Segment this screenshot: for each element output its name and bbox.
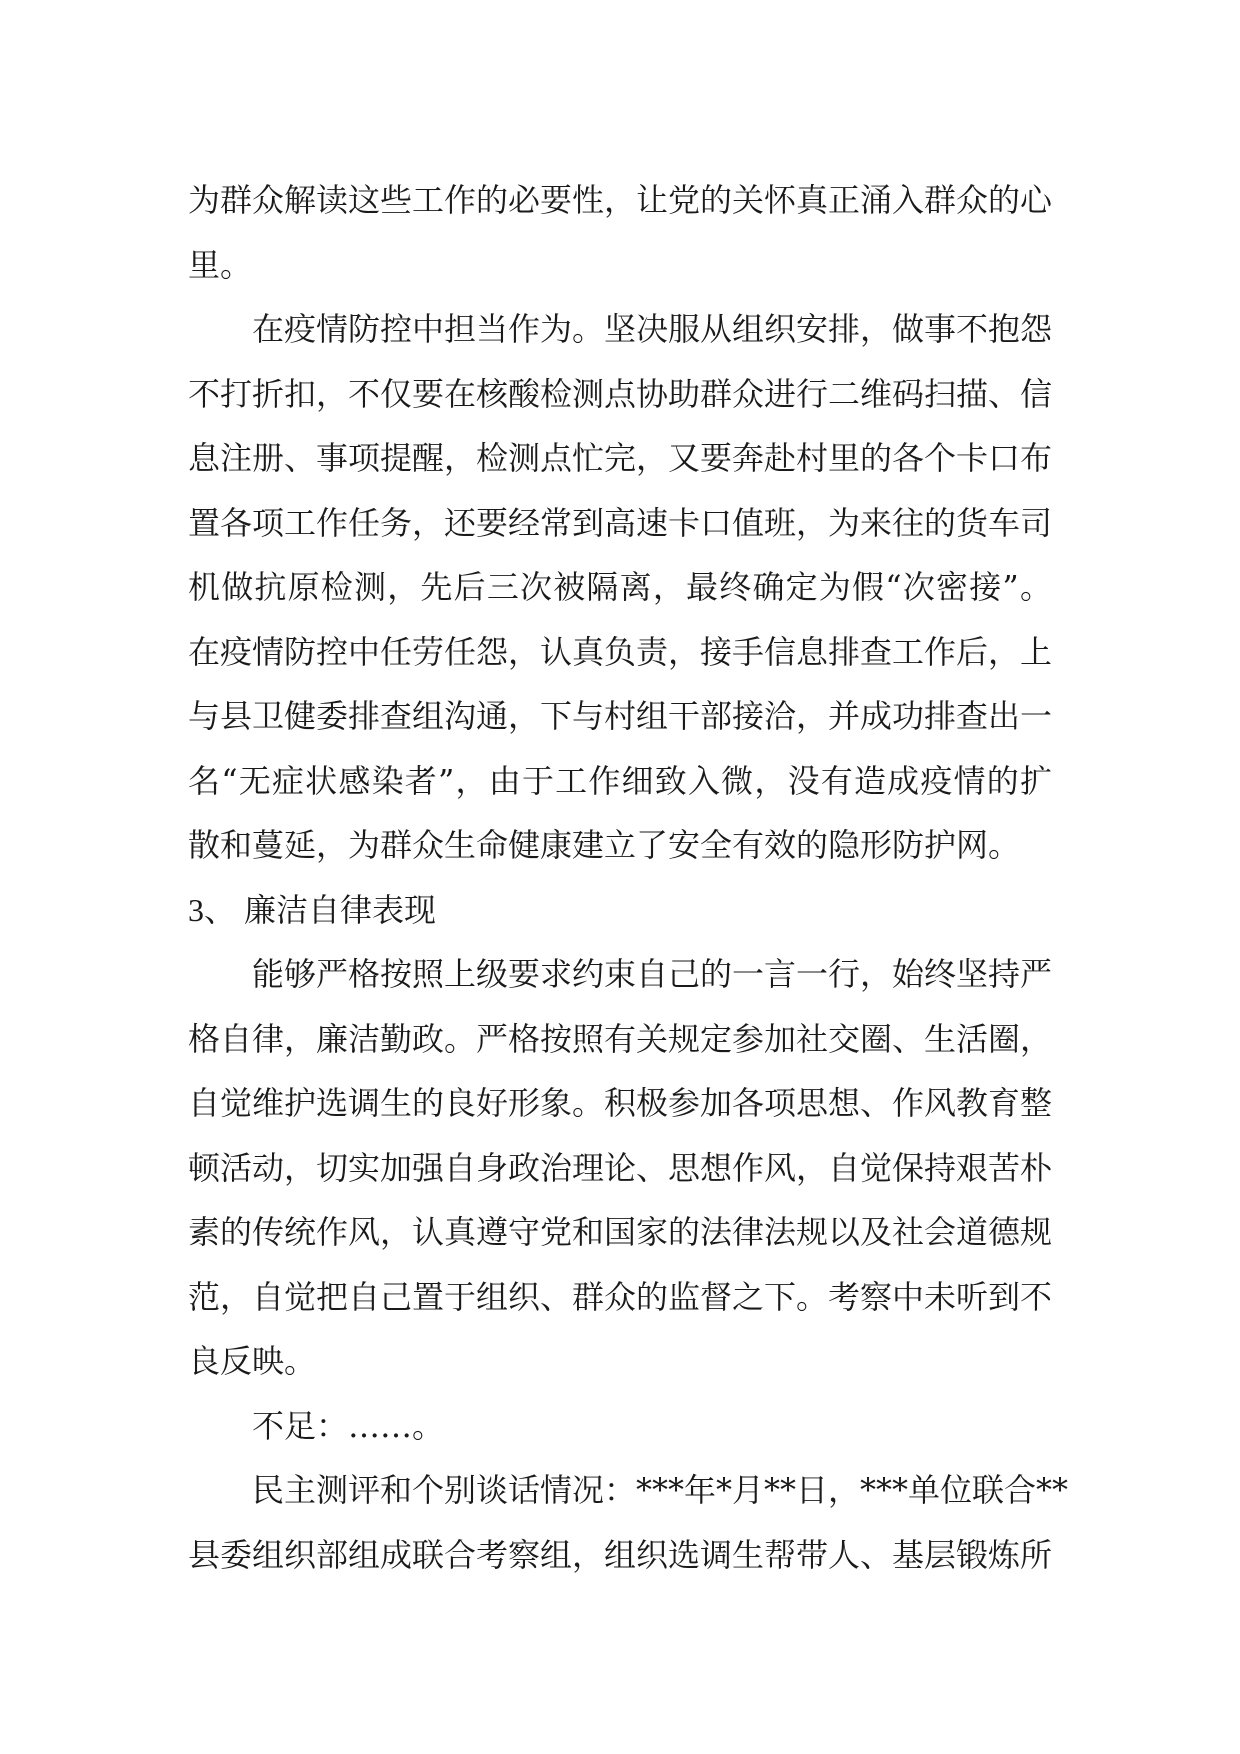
paragraph-integrity <box>188 942 1052 1394</box>
text-line: 机做抗原检测，先后三次被隔离，最终确定为假“次密接”。 <box>188 568 1052 606</box>
section-heading <box>188 878 1052 943</box>
document-body <box>188 168 1069 1587</box>
text-line: 良反映。 <box>188 1342 317 1380</box>
paragraph-continuation <box>188 168 1052 297</box>
text-line: 在疫情防控中任劳任怨，认真负责，接手信息排查工作后，上 <box>188 632 1053 671</box>
paragraph-evaluation <box>188 1458 1069 1587</box>
text-line: 在疫情防控中担当作为。坚决服从组织安排，做事不抱怨 <box>252 310 1053 348</box>
text-line: 散和蔓延，为群众生命健康建立了安全有效的隐形防护网。 <box>188 826 1021 864</box>
text-line: 顿活动，切实加强自身政治理论、思想作风，自觉保持艰苦朴 <box>188 1148 1053 1187</box>
text-line: 格自律，廉洁勤政。严格按照有关规定参加社交圈、生活圈， <box>188 1019 1053 1058</box>
text-line: 为群众解读这些工作的必要性，让党的关怀真正涌入群众的心 <box>188 181 1053 219</box>
text-line: 息注册、事项提醒，检测点忙完，又要奔赴村里的各个卡口布 <box>188 439 1053 477</box>
text-line: 名“无症状感染者”，由于工作细致入微，没有造成疫情的扩 <box>188 761 1052 800</box>
text-line: 里。 <box>188 245 253 284</box>
paragraph-epidemic-prevention <box>188 297 1052 878</box>
text-line: 素的传统作风，认真遵守党和国家的法律法规以及社会道德规 <box>188 1213 1053 1251</box>
text-line: 不打折扣，不仅要在核酸检测点协助群众进行二维码扫描、信 <box>188 374 1053 413</box>
text-line: 自觉维护选调生的良好形象。积极参加各项思想、作风教育整 <box>188 1084 1053 1122</box>
text-line: 能够严格按照上级要求约束自己的一言一行，始终坚持严 <box>252 955 1053 993</box>
text-line: 范，自觉把自己置于组织、群众的监督之下。考察中未听到不 <box>188 1277 1053 1316</box>
text-line: 县委组织部组成联合考察组，组织选调生帮带人、基层锻炼所 <box>188 1535 1053 1574</box>
text-line: 与县卫健委排查组沟通，下与村组干部接洽，并成功排查出一 <box>188 697 1053 735</box>
text-line: 民主测评和个别谈话情况：***年*月**日，***单位联合** <box>252 1471 1069 1509</box>
text-line: 置各项工作任务，还要经常到高速卡口值班，为来往的货车司 <box>188 503 1053 542</box>
text-line: 不足：……。 <box>252 1406 445 1445</box>
section-number: 3、 <box>188 891 237 928</box>
paragraph-shortcomings <box>188 1394 1052 1459</box>
section-title: 廉洁自律表现 <box>244 890 437 929</box>
